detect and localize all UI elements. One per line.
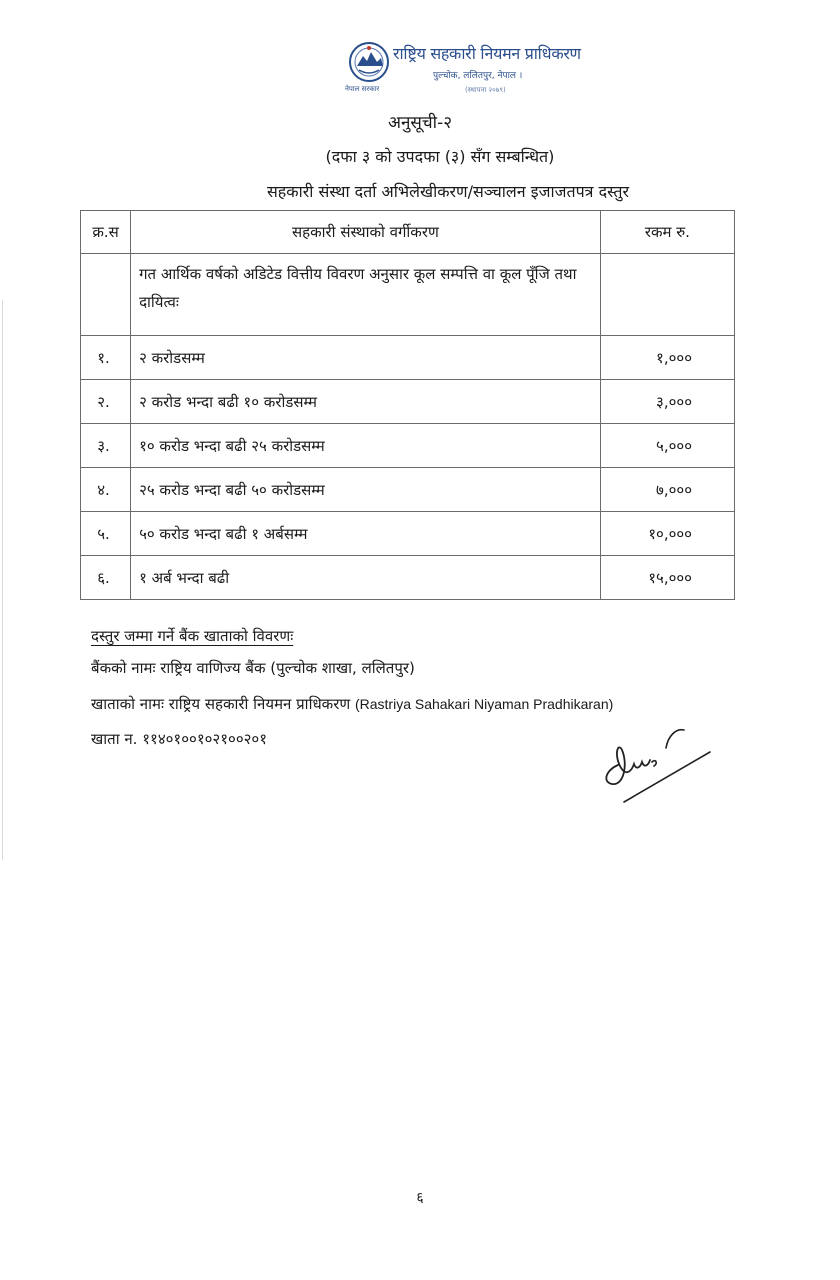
- table-row: [81, 424, 735, 468]
- table-intro-row: [81, 254, 735, 336]
- document-title: सहकारी संस्था दर्ता अभिलेखीकरण/सञ्चालन इजाजतपत्र दस्तुर: [266, 182, 629, 201]
- row-amount: १५,०००: [600, 556, 734, 600]
- scan-edge-line: [2, 300, 3, 860]
- row-sn: १.: [81, 336, 131, 380]
- organization-established: (स्थापना २०७९): [465, 86, 506, 94]
- row-sn: ३.: [81, 424, 131, 468]
- row-sn: ५.: [81, 512, 131, 556]
- row-classification: १० करोड भन्दा बढी २५ करोडसम्म: [131, 424, 601, 468]
- letterhead: [345, 38, 585, 102]
- table-row: [81, 556, 735, 600]
- page-number: ६: [416, 1190, 424, 1206]
- section-reference: (दफा ३ को उपदफा (३) सँग सम्बन्धित): [325, 147, 555, 166]
- row-classification: २ करोडसम्म: [131, 336, 601, 380]
- organization-name: राष्ट्रिय सहकारी नियमन प्राधिकरण: [393, 44, 581, 63]
- table-row: [81, 512, 735, 556]
- row-amount: १,०००: [600, 336, 734, 380]
- government-label: नेपाल सरकार: [345, 85, 380, 93]
- intro-amount-cell: [600, 254, 734, 336]
- fee-table: [80, 210, 735, 600]
- row-classification: ५० करोड भन्दा बढी १ अर्बसम्म: [131, 512, 601, 556]
- account-name-latin: (Rastriya Sahakari Niyaman Pradhikaran): [354, 696, 614, 712]
- header-classification: सहकारी संस्थाको वर्गीकरण: [131, 211, 601, 254]
- account-name: [91, 694, 613, 714]
- row-amount: ३,०००: [600, 380, 734, 424]
- account-number: खाता न. ११४०१००१०२१००२०१: [91, 730, 268, 748]
- intro-text: गत आर्थिक वर्षको अडिटेड वित्तीय विवरण अनुसार कूल सम्पत्ति वा कूल पूँजि तथा दायित्वः: [131, 254, 601, 336]
- row-amount: ५,०००: [600, 424, 734, 468]
- row-classification: २ करोड भन्दा बढी १० करोडसम्म: [131, 380, 601, 424]
- row-amount: ७,०००: [600, 468, 734, 512]
- schedule-title: अनुसूची-२: [387, 113, 453, 133]
- table-header-row: [81, 211, 735, 254]
- table-row: [81, 336, 735, 380]
- bank-details-title: दस्तुर जम्मा गर्ने बैंक खाताको विवरणः: [91, 627, 294, 645]
- bank-name: बैंकको नामः राष्ट्रिय वाणिज्य बैंक (पुल्चोक शाखा, ललितपुर): [91, 659, 415, 677]
- row-amount: १०,०००: [600, 512, 734, 556]
- organization-address: पुल्चोक, ललितपुर, नेपाल ।: [433, 71, 523, 81]
- header-sn: क्र.स: [81, 211, 131, 254]
- row-sn: ४.: [81, 468, 131, 512]
- table-row: [81, 380, 735, 424]
- emblem-icon: [347, 40, 391, 86]
- account-name-devanagari: खाताको नामः राष्ट्रिय सहकारी नियमन प्राधिकरण: [91, 695, 351, 713]
- row-sn: २.: [81, 380, 131, 424]
- header-amount: रकम रु.: [600, 211, 734, 254]
- row-classification: १ अर्ब भन्दा बढी: [131, 556, 601, 600]
- row-sn: ६.: [81, 556, 131, 600]
- row-classification: २५ करोड भन्दा बढी ५० करोडसम्म: [131, 468, 601, 512]
- intro-sn-cell: [81, 254, 131, 336]
- table-row: [81, 468, 735, 512]
- signature: [598, 720, 718, 810]
